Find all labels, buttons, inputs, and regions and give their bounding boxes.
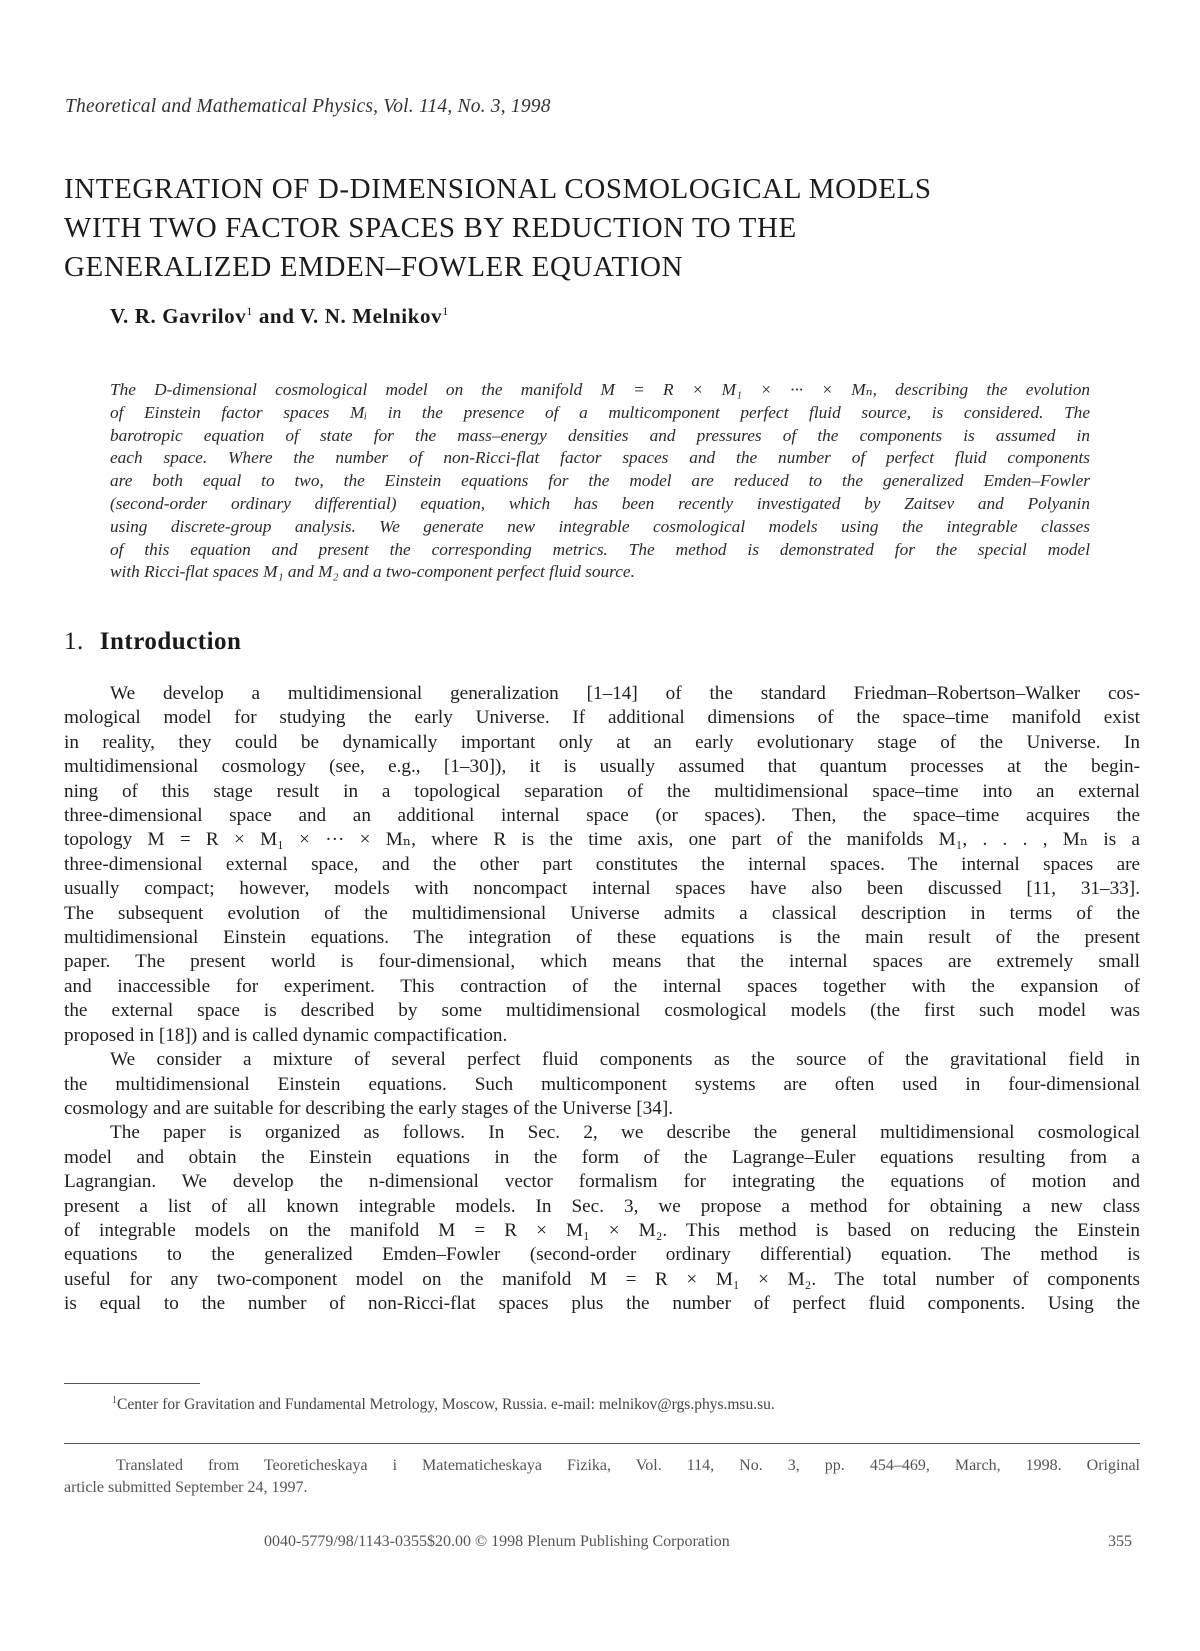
author-name: V. N. Melnikov: [299, 304, 443, 328]
translation-line: Translated from Teoreticheskaya i Matematicheskaya Fizika, Vol. 114, No. 3, pp. 454–469, March, 1998. Original: [116, 1457, 1140, 1474]
title-line: INTEGRATION OF D-DIMENSIONAL COSMOLOGICAL MODELS: [64, 173, 932, 205]
body-line: three-dimensional space and an additional internal space (or spaces). Then, the space–time acquires the: [64, 805, 1140, 827]
body-line: paper. The present world is four-dimensional, which means that the internal spaces are extremely small: [64, 951, 1140, 973]
body-text: [64, 682, 1140, 1317]
abstract-line: barotropic equation of state for the mass–energy densities and pressures of the components is assumed in: [110, 425, 1090, 445]
section-heading: [64, 628, 241, 656]
paragraph: [64, 1048, 1140, 1121]
body-line: three-dimensional external space, and the other part constitutes the internal spaces. The internal spaces are: [64, 853, 1140, 875]
body-line: model and obtain the Einstein equations in the form of the Lagrange–Euler equations resulting from a: [64, 1146, 1140, 1168]
body-line: topology M = R × M₁ × ··· × Mₙ, where R is the time axis, one part of the manifolds M₁, . . . , Mₙ is a: [64, 829, 1140, 851]
body-line: is equal to the number of non-Ricci-flat spaces plus the number of perfect fluid components. Using the: [64, 1293, 1140, 1315]
body-line: present a list of all known integrable models. In Sec. 3, we propose a method for obtaining a new class: [64, 1195, 1140, 1217]
body-line: equations to the generalized Emden–Fowler (second-order ordinary differential) equation. The method is: [64, 1244, 1140, 1266]
body-line: We consider a mixture of several perfect fluid components as the source of the gravitational field in: [110, 1049, 1140, 1071]
footnote-rule: [64, 1383, 200, 1384]
footnote-text: Center for Gravitation and Fundamental Metrology, Moscow, Russia. e-mail: melnikov@rgs.phys.msu.su.: [117, 1396, 775, 1414]
abstract-line: of this equation and present the corresponding metrics. The method is demonstrated for the special model: [110, 539, 1090, 559]
section-title: Introduction: [99, 628, 242, 655]
body-line: proposed in [18]) and is called dynamic compactification.: [64, 1024, 508, 1046]
paragraph: [64, 1121, 1140, 1316]
footnote-mark: 1: [112, 1395, 117, 1406]
body-line: in reality, they could be dynamically important only at an early evolutionary stage of the Universe. In: [64, 731, 1140, 753]
section-number: 1.: [64, 628, 84, 655]
body-line: We develop a multidimensional generalization [1–14] of the standard Friedman–Robertson–Walker cos-: [110, 683, 1140, 704]
body-line: Lagrangian. We develop the n-dimensional vector formalism for integrating the equations of motion and: [64, 1171, 1140, 1193]
abstract-line: using discrete-group analysis. We generate new integrable cosmological models using the integrable classes: [110, 516, 1090, 536]
body-line: and inaccessible for experiment. This contraction of the internal spaces together with the expansion of: [64, 975, 1140, 997]
body-line: mological model for studying the early Universe. If additional dimensions of the space–time manifold exist: [64, 707, 1140, 729]
paragraph: [64, 682, 1140, 1048]
abstract: [110, 379, 1090, 584]
body-line: the external space is described by some multidimensional cosmological models (the first such model was: [64, 1000, 1140, 1022]
abstract-line: each space. Where the number of non-Ricci-flat factor spaces and the number of perfect fluid components: [110, 448, 1090, 468]
title-line: GENERALIZED EMDEN–FOWLER EQUATION: [64, 251, 684, 283]
page-number: 355: [1108, 1533, 1132, 1550]
journal-header: Theoretical and Mathematical Physics, Vol. 114, No. 3, 1998: [65, 96, 551, 117]
abstract-line: The D-dimensional cosmological model on the manifold M = R × M₁ × ··· × Mₙ, describing the evolution: [110, 380, 1090, 399]
title-line: WITH TWO FACTOR SPACES BY REDUCTION TO THE: [64, 212, 797, 244]
body-line: cosmology and are suitable for describing the early stages of the Universe [34].: [64, 1097, 674, 1119]
affiliation-mark: 1: [246, 304, 253, 318]
affiliation-mark: 1: [442, 304, 449, 318]
authors: [110, 304, 449, 329]
body-line: The paper is organized as follows. In Sec. 2, we describe the general multidimensional cosmological: [110, 1122, 1140, 1144]
abstract-line: are both equal to two, the Einstein equations for the model are reduced to the generalized Emden–Fowler: [110, 471, 1090, 491]
body-line: The subsequent evolution of the multidimensional Universe admits a classical description in terms of the: [64, 902, 1140, 924]
author-name: V. R. Gavrilov: [110, 304, 247, 328]
copyright-line: 0040-5779/98/1143-0355$20.00 © 1998 Plenum Publishing Corporation: [264, 1533, 730, 1550]
paper-title: [64, 170, 1144, 287]
body-line: multidimensional cosmology (see, e.g., [1–30]), it is usually assumed that quantum processes at the begin-: [64, 756, 1140, 778]
abstract-line: of Einstein factor spaces Mᵢ in the presence of a multicomponent perfect fluid source, is considered. The: [110, 402, 1090, 422]
author-connector: and: [258, 304, 295, 328]
body-line: of integrable models on the manifold M = R × M₁ × M₂. This method is based on reducing the Einstein: [64, 1219, 1140, 1241]
body-line: useful for any two-component model on the manifold M = R × M₁ × M₂. The total number of components: [64, 1268, 1140, 1290]
body-line: the multidimensional Einstein equations. Such multicomponent systems are often used in four-dimensional: [64, 1073, 1140, 1095]
abstract-line: with Ricci-flat spaces M₁ and M₂ and a two-component perfect fluid source.: [110, 562, 635, 582]
translation-line: article submitted September 24, 1997.: [64, 1479, 308, 1496]
body-line: multidimensional Einstein equations. The integration of these equations is the main result of the present: [64, 927, 1140, 949]
translation-note: [64, 1455, 1140, 1499]
footnote: [112, 1395, 775, 1414]
divider: [64, 1443, 1140, 1444]
abstract-line: (second-order ordinary differential) equation, which has been recently investigated by Zaitsev and Polyanin: [110, 493, 1090, 513]
body-line: usually compact; however, models with noncompact internal spaces have also been discussed [11, 31–33].: [64, 878, 1140, 900]
body-line: ning of this stage result in a topological separation of the multidimensional space–time into an external: [64, 780, 1140, 802]
